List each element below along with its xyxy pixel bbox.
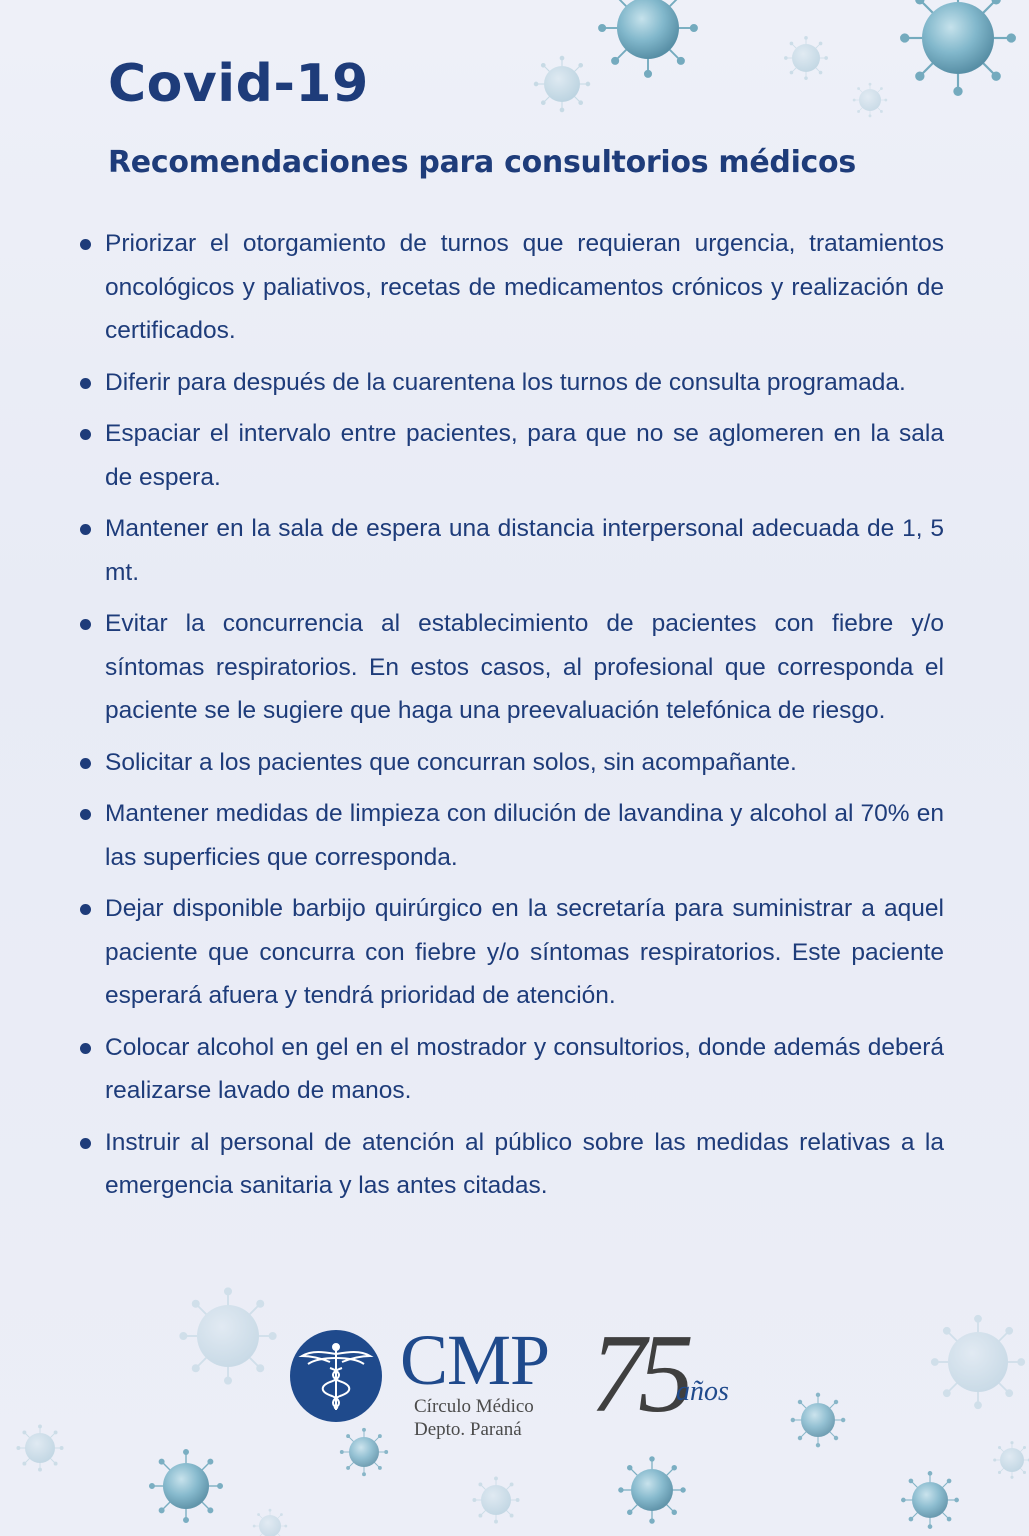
bullet-icon [80,809,91,820]
recommendation-text: Dejar disponible barbijo quirúrgico en la secretaría para suministrar a aquel paciente que concurra con fiebre y/o síntomas respiratorios. Este paciente esperará afuera y tendrá prioridad de atención. [105,895,944,1009]
list-item [74,222,944,353]
bullet-icon [80,619,91,630]
bullet-icon [80,378,91,389]
list-item [74,361,944,405]
list-item [74,741,944,785]
recommendations-list [74,222,944,1216]
bullet-icon [80,904,91,915]
recommendation-text: Colocar alcohol en gel en el mostrador y consultorios, donde además deberá realizarse lavado de manos. [105,1033,944,1104]
recommendation-text: Instruir al personal de atención al público sobre las medidas relativas a la emergencia sanitaria y las antes citadas. [105,1128,944,1199]
org-name-line1: Círculo Médico [414,1396,534,1417]
recommendation-text: Mantener en la sala de espera una distancia interpersonal adecuada de 1, 5 mt. [105,515,944,586]
list-item [74,1121,944,1208]
caduceus-icon [290,1330,382,1422]
bullet-icon [80,524,91,535]
recommendation-text: Solicitar a los pacientes que concurran solos, sin acompañante. [105,748,797,776]
recommendation-text: Espaciar el intervalo entre pacientes, para que no se aglomeren en la sala de espera. [105,420,944,491]
list-item [74,1026,944,1113]
bullet-icon [80,1043,91,1054]
recommendation-text: Evitar la concurrencia al establecimiento de pacientes con fiebre y/o síntomas respiratorios. En estos casos, al profesional que corresponda el paciente se le sugiere que haga una preevaluación telefónica de riesgo. [105,610,944,724]
org-name-line2: Depto. Paraná [414,1419,522,1440]
org-abbreviation: CMP [400,1320,550,1400]
list-item [74,507,944,594]
recommendation-text: Diferir para después de la cuarentena los turnos de consulta programada. [105,368,906,396]
bullet-icon [80,758,91,769]
list-item [74,887,944,1018]
recommendation-text: Priorizar el otorgamiento de turnos que requieran urgencia, tratamientos oncológicos y paliativos, recetas de medicamentos crónicos y realización de certificados. [105,230,944,344]
bullet-icon [80,239,91,250]
footer-logo [290,1312,750,1450]
anniversary-number: 75 [590,1312,686,1436]
page-subtitle: Recomendaciones para consultorios médicos [108,145,856,180]
anniversary-word: años [676,1376,729,1407]
list-item [74,602,944,733]
recommendation-text: Mantener medidas de limpieza con dilución de lavandina y alcohol al 70% en las superficies que corresponda. [105,800,944,871]
bullet-icon [80,429,91,440]
list-item [74,412,944,499]
bullet-icon [80,1138,91,1149]
list-item [74,792,944,879]
page-title: Covid-19 [108,54,369,114]
